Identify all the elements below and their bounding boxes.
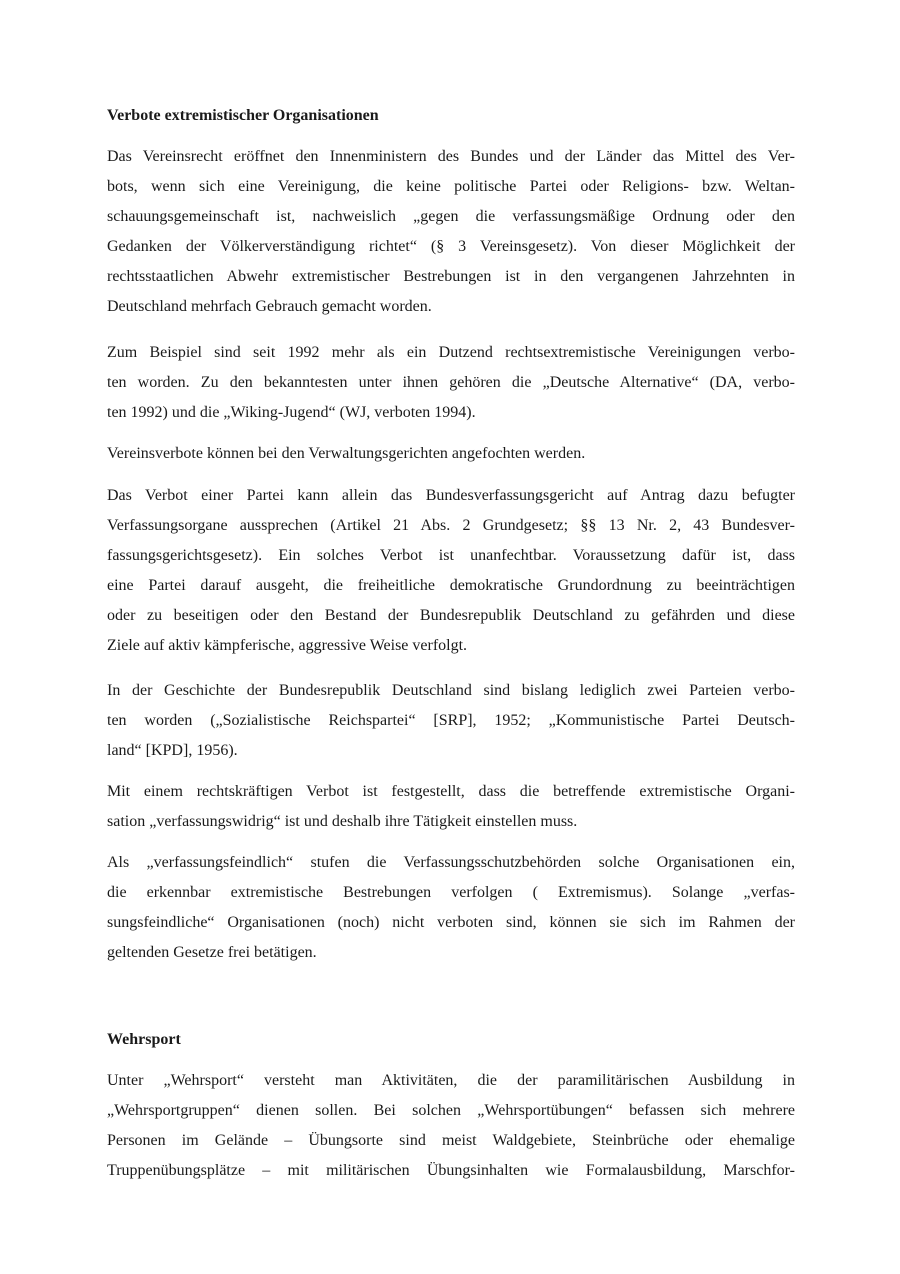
text-line: eine Partei darauf ausgeht, die freiheitliche demokratische Grundordnung zu beeinträchtigen bbox=[107, 577, 795, 594]
text-line: sation „verfassungswidrig“ ist und deshalb ihre Tätigkeit einstellen muss. bbox=[107, 813, 578, 830]
text-line: Personen im Gelände – Übungsorte sind meist Waldgebiete, Steinbrüche oder ehemalige bbox=[107, 1132, 795, 1149]
section-heading-wehrsport: Wehrsport bbox=[107, 1031, 181, 1048]
text-line: Vereinsverbote können bei den Verwaltungsgerichten angefochten werden. bbox=[107, 445, 586, 462]
paragraph bbox=[107, 676, 795, 766]
paragraph bbox=[107, 439, 795, 469]
text-line: Als „verfassungsfeindlich“ stufen die Verfassungsschutzbehörden solche Organisationen ein, bbox=[107, 854, 795, 871]
text-line: Gedanken der Völkerverständigung richtet“ (§ 3 Vereinsgesetz). Von dieser Möglichkeit der bbox=[107, 238, 795, 255]
text-line: bots, wenn sich eine Vereinigung, die keine politische Partei oder Religions- bzw. Weltan- bbox=[107, 178, 795, 195]
text-line: Das Verbot einer Partei kann allein das Bundesverfassungsgericht auf Antrag dazu befugter bbox=[107, 487, 795, 504]
section-heading-verbote: Verbote extremistischer Organisationen bbox=[107, 107, 379, 124]
text-line: Truppenübungsplätze – mit militärischen Übungsinhalten wie Formalausbildung, Marschfor- bbox=[107, 1162, 795, 1179]
paragraph bbox=[107, 848, 795, 968]
text-line: Mit einem rechtskräftigen Verbot ist festgestellt, dass die betreffende extremistische Organi- bbox=[107, 783, 795, 800]
text-line: ten 1992) und die „Wiking-Jugend“ (WJ, verboten 1994). bbox=[107, 404, 476, 421]
text-line: ten worden („Sozialistische Reichspartei“ [SRP], 1952; „Kommunistische Partei Deutsch- bbox=[107, 712, 795, 729]
text-line: geltenden Gesetze frei betätigen. bbox=[107, 944, 317, 961]
text-line: In der Geschichte der Bundesrepublik Deutschland sind bislang lediglich zwei Parteien verbo- bbox=[107, 682, 795, 699]
text-line: Zum Beispiel sind seit 1992 mehr als ein Dutzend rechtsextremistische Vereinigungen verbo- bbox=[107, 344, 795, 361]
text-line: oder zu beseitigen oder den Bestand der Bundesrepublik Deutschland zu gefährden und diese bbox=[107, 607, 795, 624]
text-line: Das Vereinsrecht eröffnet den Innenministern des Bundes und der Länder das Mittel des Ver- bbox=[107, 148, 795, 165]
text-line: Verfassungsorgane aussprechen (Artikel 21 Abs. 2 Grundgesetz; §§ 13 Nr. 2, 43 Bundesver- bbox=[107, 517, 795, 534]
text-line: sungsfeindliche“ Organisationen (noch) nicht verboten sind, können sie sich im Rahmen der bbox=[107, 914, 795, 931]
text-line: „Wehrsportgruppen“ dienen sollen. Bei solchen „Wehrsportübungen“ befassen sich mehrere bbox=[107, 1102, 795, 1119]
text-line: Ziele auf aktiv kämpferische, aggressive Weise verfolgt. bbox=[107, 637, 468, 654]
text-line: schauungsgemeinschaft ist, nachweislich „gegen die verfassungsmäßige Ordnung oder den bbox=[107, 208, 795, 225]
paragraph bbox=[107, 1066, 795, 1186]
text-line: die erkennbar extremistische Bestrebungen verfolgen ( Extremismus). Solange „verfas- bbox=[107, 884, 795, 901]
text-line: land“ [KPD], 1956). bbox=[107, 742, 238, 759]
paragraph bbox=[107, 777, 795, 837]
text-line: fassungsgerichtsgesetz). Ein solches Verbot ist unanfechtbar. Voraussetzung dafür ist, dass bbox=[107, 547, 795, 564]
text-line: Deutschland mehrfach Gebrauch gemacht worden. bbox=[107, 298, 432, 315]
paragraph bbox=[107, 338, 795, 428]
paragraph bbox=[107, 142, 795, 322]
text-line: rechtsstaatlichen Abwehr extremistischer Bestrebungen ist in den vergangenen Jahrzehnten in bbox=[107, 268, 795, 285]
text-line: ten worden. Zu den bekanntesten unter ihnen gehören die „Deutsche Alternative“ (DA, verbo- bbox=[107, 374, 795, 391]
paragraph bbox=[107, 481, 795, 661]
text-line: Unter „Wehrsport“ versteht man Aktivitäten, die der paramilitärischen Ausbildung in bbox=[107, 1072, 795, 1089]
